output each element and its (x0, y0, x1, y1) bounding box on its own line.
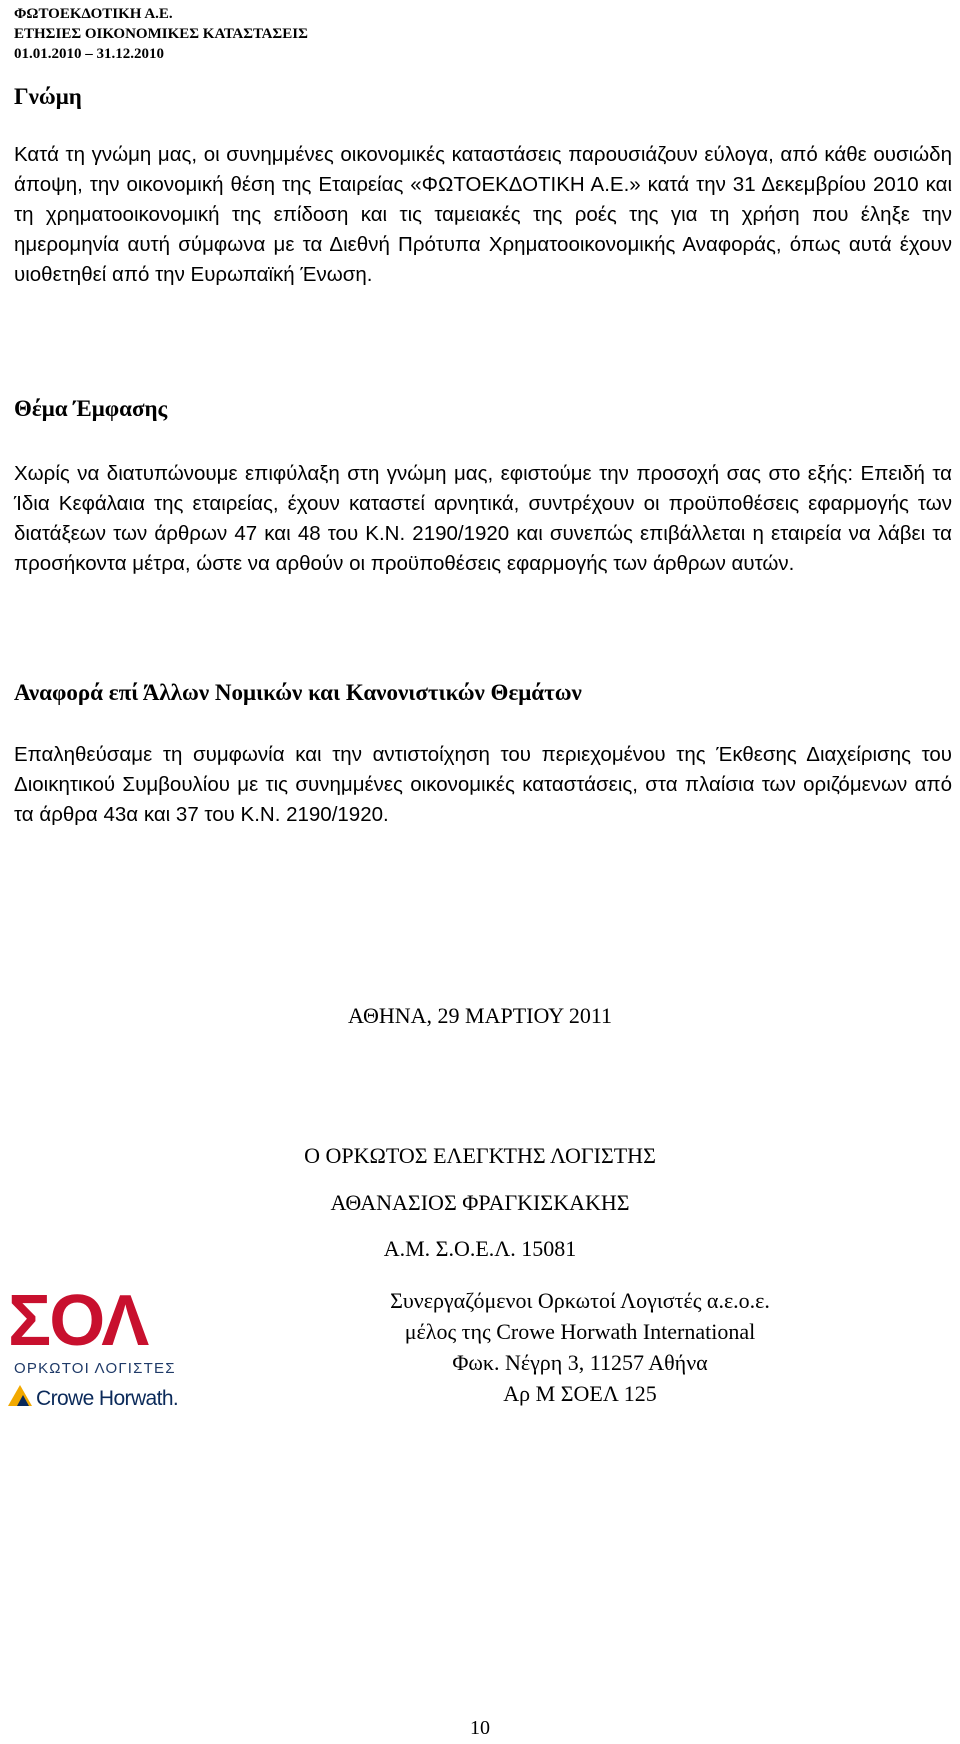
header-period: 01.01.2010 – 31.12.2010 (14, 46, 164, 62)
firm-name: Συνεργαζόμενοι Ορκωτοί Λογιστές α.ε.ο.ε. (390, 1288, 770, 1313)
firm-registration: Αρ Μ ΣΟΕΛ 125 (503, 1381, 657, 1406)
audit-firm-details (200, 1285, 960, 1409)
page-number: 10 (470, 1717, 490, 1739)
logo-partner: Crowe Horwath. (36, 1387, 179, 1410)
emphasis-paragraph: Χωρίς να διατυπώνουμε επιφύλαξη στη γνώμη μας, εφιστούμε την προσοχή σας στο εξής: Επειδή τα Ίδια Κεφάλαια της εταιρείας, έχουν καταστεί αρνητικά, συντρέχουν οι προϋποθέσεις εφαρμογής των διατάξεων των άρθρων 47 και 48 του Κ.Ν. 2190/1920 και συνεπώς επιβάλλεται η εταιρεία να λάβει τα προσήκοντα μέτρα, ώστε να αρθούν οι προϋποθέσεις εφαρμογής των άρθρων αυτών. (14, 462, 952, 575)
firm-address: Φωκ. Νέγρη 3, 11257 Αθήνα (452, 1350, 708, 1375)
opinion-heading: Γνώμη (14, 84, 82, 109)
logo-subtitle: ΟΡΚΩΤΟΙ ΛΟΓΙΣΤΕΣ (14, 1360, 176, 1377)
place-date: ΑΘΗΝΑ, 29 ΜΑΡΤΙΟΥ 2011 (347, 1003, 613, 1028)
opinion-paragraph: Κατά τη γνώμη μας, οι συνημμένες οικονομικές καταστάσεις παρουσιάζουν εύλογα, από κάθε ουσιώδη άποψη, την οικονομική θέση της Εταιρείας «ΦΩΤΟΕΚΔΟΤΙΚΗ Α.Ε.» κατά την 31 Δεκεμβρίου 2010 και τη χρηματοοικονομική της επίδοση και τις ταμειακές της ροές της για τη χρήση που έληξε την ημερομηνία αυτή σύμφωνα με τα Διεθνή Πρότυπα Χρηματοοικονομικής Αναφοράς, όπως αυτά έχουν υιοθετηθεί από την Ευρωπαϊκή Ένωση. (14, 143, 952, 286)
header-statements: ΕΤΗΣΙΕΣ ΟΙΚΟΝΟΜΙΚΕΣ ΚΑΤΑΣΤΑΣΕΙΣ (14, 26, 308, 42)
emphasis-heading: Θέμα Έμφασης (14, 396, 168, 421)
other-matters-paragraph: Επαληθεύσαμε τη συμφωνία και την αντιστοίχηση του περιεχομένου της Έκθεσης Διαχείρισης του Διοικητικού Συμβουλίου με τις συνημμένες οικονομικές καταστάσεις, στα πλαίσια των οριζόμενων από τα άρθρα 43α και 37 του Κ.Ν. 2190/1920. (14, 743, 952, 826)
document-header (14, 4, 308, 64)
auditor-registration: Α.Μ. Σ.Ο.Ε.Λ. 15081 (383, 1236, 577, 1261)
logo-mark: ΣΟΛ (8, 1283, 148, 1361)
firm-membership: μέλος της Crowe Horwath International (404, 1319, 756, 1344)
auditor-name: ΑΘΑΝΑΣΙΟΣ ΦΡΑΓΚΙΣΚΑΚΗΣ (330, 1190, 630, 1215)
auditor-title: Ο ΟΡΚΩΤΟΣ ΕΛΕΓΚΤΗΣ ΛΟΓΙΣΤΗΣ (304, 1143, 656, 1168)
header-company: ΦΩΤΟΕΚΔΟΤΙΚΗ Α.Ε. (14, 6, 173, 22)
other-matters-heading: Αναφορά επί Άλλων Νομικών και Κανονιστικών Θεμάτων (14, 680, 582, 705)
